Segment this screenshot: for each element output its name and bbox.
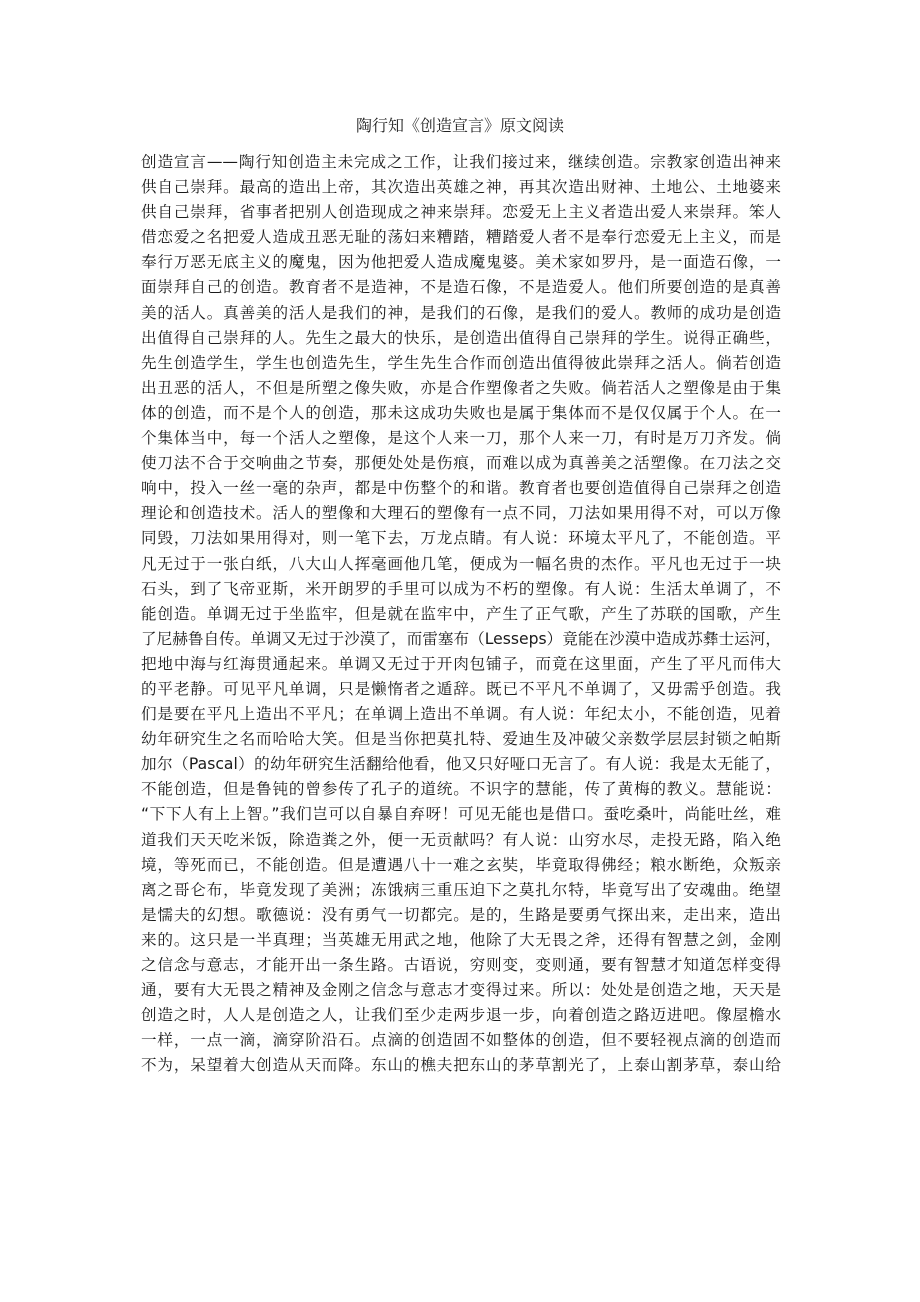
body-line: 理论和创造技术。活人的塑像和大理石的塑像有一点不同，刀法如果用得不对，可以万像	[141, 504, 781, 523]
body-line: 凡无过于一张白纸，八大山人挥毫画他几笔，便成为一幅名贵的杰作。平凡也无过于一块	[141, 554, 781, 573]
body-line: 不为，呆望着大创造从天而降。东山的樵夫把东山的茅草割光了，上泰山割茅草，泰山给	[141, 1056, 781, 1075]
body-line: 来的。这只是一半真理；当英雄无用武之地，他除了大无畏之斧，还得有智慧之剑，金刚	[141, 930, 781, 949]
body-line: 使刀法不合于交响曲之节奏，那便处处是伤痕，而难以成为真善美之活塑像。在刀法之交	[141, 454, 781, 473]
document-body	[141, 150, 781, 1078]
body-line: 美的活人。真善美的活人是我们的神，是我们的石像，是我们的爱人。教师的成功是创造	[141, 303, 781, 322]
body-line: 道我们天天吃米饭，除造粪之外，便一无贡献吗？有人说：山穷水尽，走投无路，陷入绝	[141, 830, 781, 849]
body-line: 加尔（Pascal）的幼年研究生活翻给他看，他又只好哑口无言了。有人说：我是太无能了，	[141, 755, 781, 774]
body-line: 供自己崇拜。最高的造出上帝，其次造出英雄之神，再其次造出财神、土地公、土地婆来	[141, 178, 781, 197]
body-line: 之信念与意志，才能开出一条生路。古语说，穷则变，变则通，要有智慧才知道怎样变得	[141, 956, 781, 974]
body-line: 的平老静。可见平凡单调，只是懒惰者之遁辞。既已不平凡不单调了，又毋需乎创造。我	[141, 679, 781, 698]
body-line: 先生创造学生，学生也创造先生，学生先生合作而创造出值得彼此崇拜之活人。倘若创造	[141, 353, 781, 372]
body-line: 个集体当中，每一个活人之塑像，是这个人来一刀，那个人来一刀，有时是万刀齐发。倘	[141, 429, 781, 448]
body-line: 了尼赫鲁自传。单调又无过于沙漠了，而雷塞布（Lesseps）竟能在沙漠中造成苏彝士运河，	[141, 629, 781, 648]
body-line: 同毁，刀法如果用得对，则一笔下去，万龙点睛。有人说：环境太平凡了，不能创造。平	[141, 529, 781, 548]
body-line: 石头，到了飞帝亚斯，米开朗罗的手里可以成为不朽的塑像。有人说：生活太单调了，不	[141, 579, 781, 598]
body-line: 体的创造，而不是个人的创造，那未这成功失败也是属于集体而不是仅仅属于个人。在一	[141, 403, 781, 422]
body-line: 把地中海与红海贯通起来。单调又无过于开肉包铺子，而竟在这里面，产生了平凡而伟大	[141, 654, 781, 673]
body-line: 离之哥仑布，毕竟发现了美洲；冻饿病三重压迫下之莫扎尔特，毕竟写出了安魂曲。绝望	[141, 880, 781, 899]
body-line: 供自己崇拜，省事者把别人创造现成之神来崇拜。恋爱无上主义者造出爱人来崇拜。笨人	[141, 203, 781, 222]
body-line: 借恋爱之名把爱人造成丑恶无耻的荡妇来糟踏，糟踏爱人者不是奉行恋爱无上主义，而是	[141, 228, 781, 247]
body-line: 能创造。单调无过于坐监牢，但是就在监牢中，产生了正气歌，产生了苏联的国歌，产生	[141, 604, 781, 623]
document-title: 陶行知《创造宣言》原文阅读	[355, 116, 564, 135]
body-line: 不能创造，但是鲁钝的曾参传了孔子的道统。不识字的慧能，传了黄梅的教义。慧能说：	[141, 780, 781, 799]
body-line: 们是要在平凡上造出不平凡；在单调上造出不单调。有人说：年纪太小，不能创造，见着	[141, 705, 781, 724]
body-line: 通，要有大无畏之精神及金刚之信念与意志才变得过来。所以：处处是创造之地，天天是	[141, 981, 781, 1000]
body-line: 出丑恶的活人，不但是所塑之像失败，亦是合作塑像者之失败。倘若活人之塑像是由于集	[141, 378, 781, 397]
body-line: 创造之时，人人是创造之人，让我们至少走两步退一步，向着创造之路迈进吧。像屋檐水	[141, 1006, 781, 1025]
body-line: 面崇拜自己的创造。教育者不是造神，不是造石像，不是造爱人。他们所要创造的是真善	[141, 278, 781, 297]
body-line: 幼年研究生之名而哈哈大笑。但是当你把莫扎特、爱迪生及冲破父亲数学层层封锁之帕斯	[141, 730, 781, 749]
body-line: 一样，一点一滴，滴穿阶沿石。点滴的创造固不如整体的创造，但不要轻视点滴的创造而	[141, 1031, 781, 1050]
body-line: 响中，投入一丝一毫的杂声，都是中伤整个的和谐。教育者也要创造值得自己崇拜之创造	[141, 479, 781, 498]
body-line: “下下人有上上智。”我们岂可以自暴自弃呀！可见无能也是借口。蚕吃桑叶，尚能吐丝，难	[141, 805, 781, 824]
body-line: 出值得自己崇拜的人。先生之最大的快乐，是创造出值得自己崇拜的学生。说得正确些，	[141, 328, 781, 347]
body-line: 创造宣言——陶行知创造主未完成之工作，让我们接过来，继续创造。宗教家创造出神来	[141, 153, 781, 171]
body-line: 是懦夫的幻想。歌德说：没有勇气一切都完。是的，生路是要勇气探出来，走出来，造出	[141, 905, 781, 924]
body-line: 奉行万恶无底主义的魔鬼，因为他把爱人造成魔鬼婆。美术家如罗丹，是一面造石像，一	[141, 253, 781, 272]
body-line: 境，等死而已，不能创造。但是遭遇八十一难之玄奘，毕竟取得佛经；粮水断绝，众叛亲	[141, 855, 781, 874]
